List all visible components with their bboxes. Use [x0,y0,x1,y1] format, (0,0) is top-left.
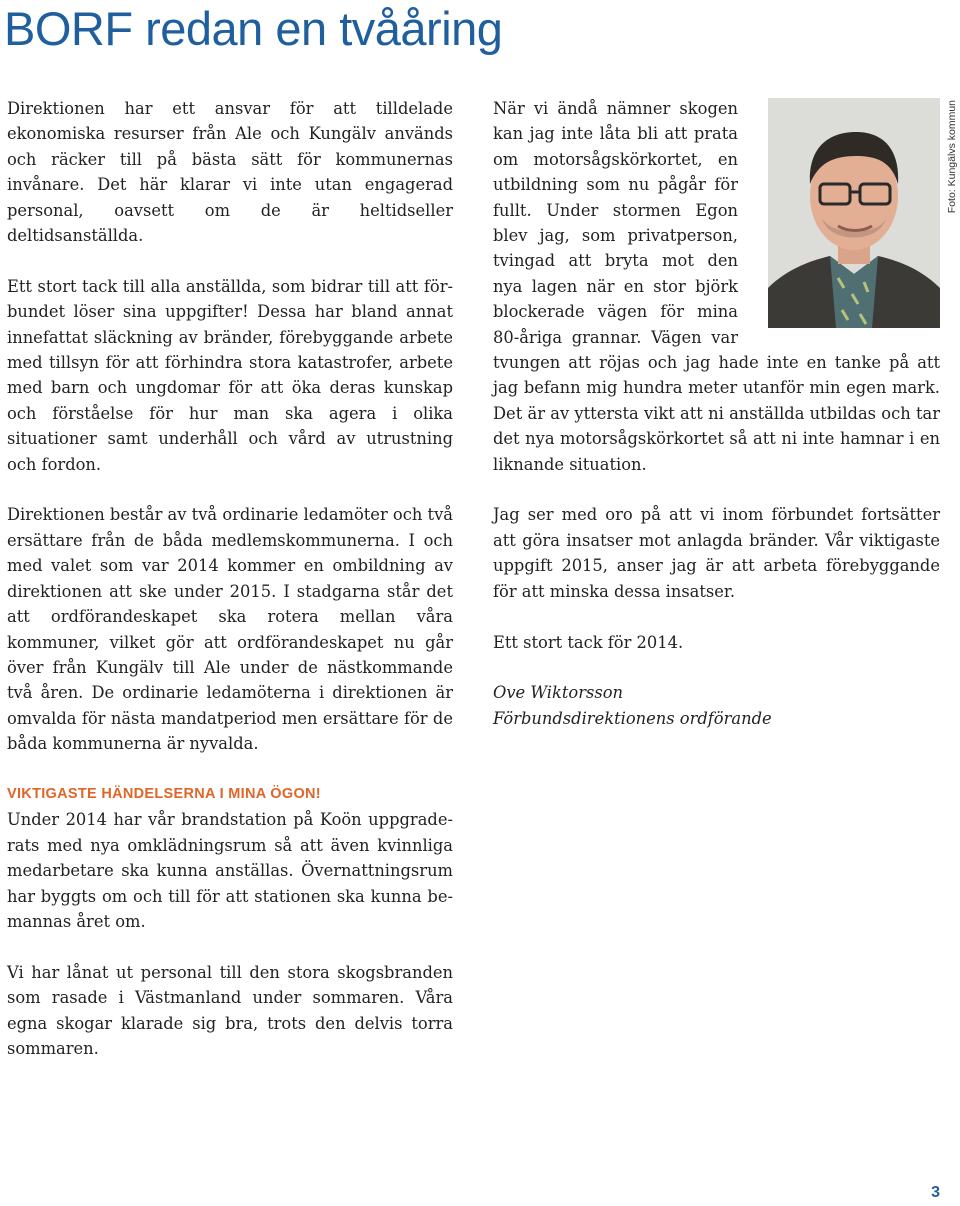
section-subheading: VIKTIGASTE HÄNDELSERNA I MINA ÖGON! [7,785,321,802]
page-number: 3 [931,1184,940,1201]
board-paragraph: Direktionen består av två ordinarie ledamöter och två ersättare från de båda medlemskommunerna. I och med valet som var 2014 kommer en ombildning av direktionen att ske under 2015. I stadgarna står det att ordförandeskapet ska rotera mellan våra kommuner, vilket gör att ordförandeskapet nu går över från Kungälv till Ale under de nästkommande två åren. De ordinarie ledamöterna i direktionen är omvalda för nästa mandatperiod men ersättare för de båda kommunerna är nyvalda. [7,505,453,754]
portrait-illustration [768,98,940,328]
photo-credit-text: Foto: Kungälvs kommun [946,100,958,214]
station-paragraph: Under 2014 har vår brandstation på Koön uppgraderats med nya omklädningsrum så att även kvinnliga medarbetare ska kunna anställas. Övernattningsrum har byggts om och till för att stationen ska kunna bemannas året om. [7,810,453,931]
arson-paragraph: Jag ser med oro på att vi inom förbundet fortsätter att göra insatser mot anlagda bränder. Vår viktigaste uppgift 2015, anser jag är att arbeta förebyggande för att minska dessa insatser. [493,505,940,601]
page-title: BORF redan en tvååring [4,2,503,55]
portrait-block [768,98,940,342]
left-column [7,96,453,1087]
right-column [493,96,940,731]
signature-block [493,680,940,731]
portrait-photo [768,98,940,328]
closing-thanks: Ett stort tack för 2014. [493,632,684,652]
thanks-paragraph: Ett stort tack till alla anställda, som bidrar till att förbundet löser sina uppgifter! Dessa har bland annat innefattat släckning av bränder, förebyggande arbete med tillsyn för att förhindra stora katastrofer, arbete med barn och ungdomar för att öka deras kunskap och förståelse för hur man ska agera i olika situationer samt underhåll och vård av utrustning och fordon. [7,276,453,474]
signature-role: Förbundsdirektionens ordförande [493,708,772,728]
signature-name: Ove Wiktorsson [493,683,624,703]
wildfire-paragraph: Vi har lånat ut personal till den stora skogsbranden som rasade i Västmanland under sommaren. Våra egna skogar klarade sig bra, trots den delvis torra sommaren. [7,962,453,1058]
intro-paragraph: Direktionen har ett ansvar för att tilldelade ekonomiska resurser från Ale och Kungälv används och räcker till på bästa sätt för kommunernas invånare. Det här klarar vi inte utan engagerad personal, oavsett om de är heltidseller deltidsanställda. [7,99,453,246]
photo-credit [945,100,959,330]
chainsaw-paragraph: När vi ändå nämner skogen kan jag inte låta bli att prata om motorsågskörkortet, en utbildning som nu pågår för fullt. Under stormen Egon blev jag, som privatperson, tvingad att bryta mot den nya lagen när en stor björk blockerade vägen för mina 80-åriga grannar. Vägen var tvungen att röjas och jag hade inte en tanke på att jag befann mig hundra meter utanför min egen mark. Det är av yttersta vikt att ni anställda utbildas och tar det nya motorsågskörkortet så att ni inte hamnar i en liknande situation. [493,99,940,474]
